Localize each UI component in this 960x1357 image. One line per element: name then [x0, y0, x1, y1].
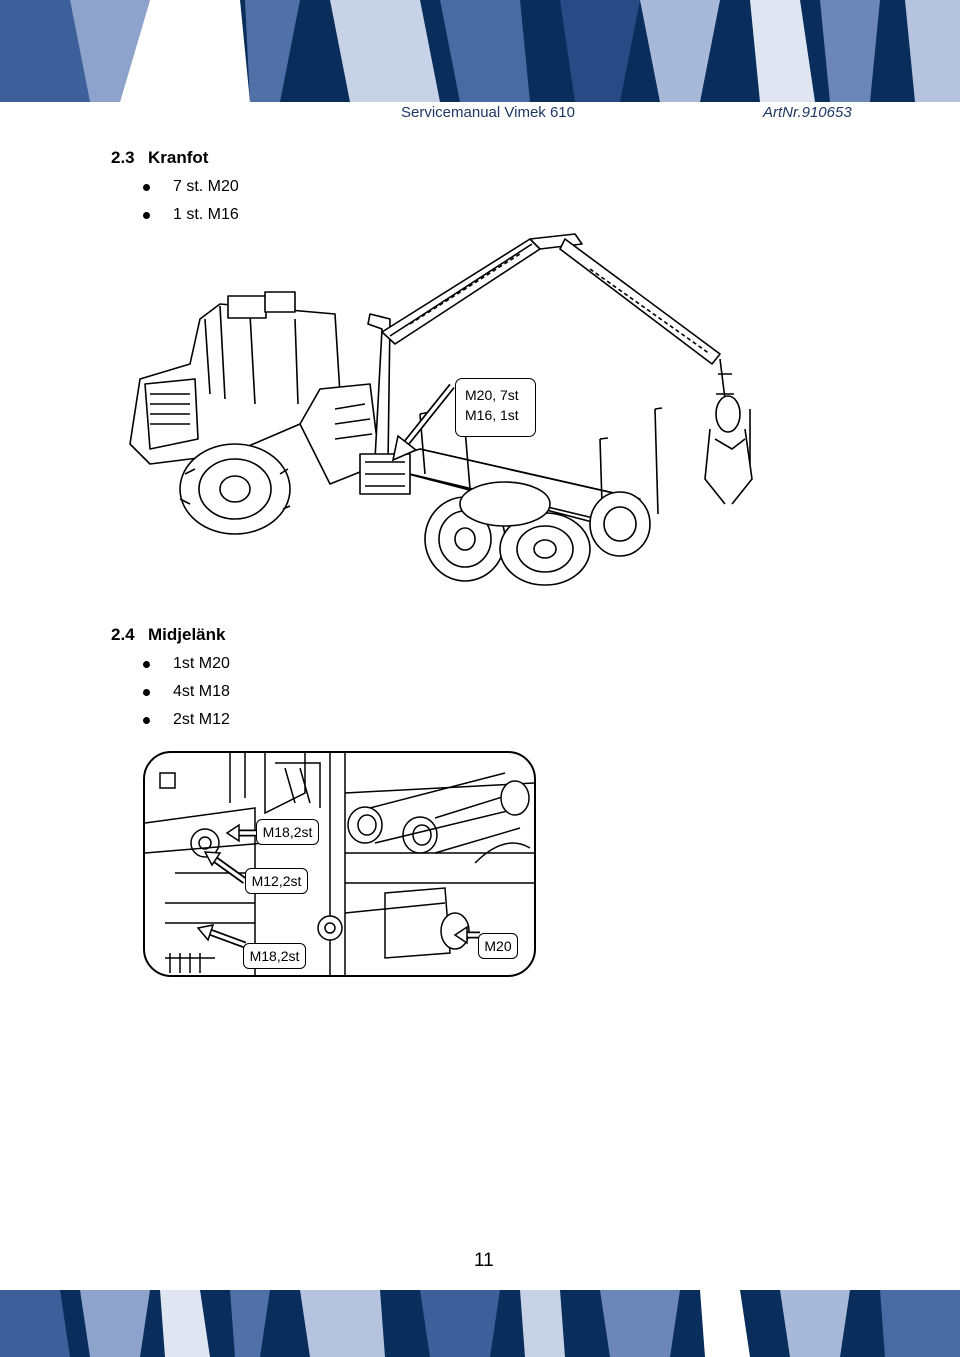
label-m18-upper: M18,2st	[256, 819, 319, 845]
bottom-banner	[0, 1290, 960, 1357]
callout-arrow	[390, 384, 460, 464]
callout-line: M20, 7st	[465, 387, 519, 403]
section-title: Midjelänk	[148, 625, 226, 644]
list-item: 4st M18	[141, 678, 230, 706]
header-title: Servicemanual Vimek 610	[401, 104, 575, 121]
callout-kranfot-bolts	[455, 378, 536, 437]
list-item: 1st M20	[141, 650, 230, 678]
section-heading-kranfot	[111, 148, 208, 168]
top-banner	[0, 0, 960, 102]
midjelank-bullet-list	[141, 650, 230, 734]
articulation-joint-detail	[143, 751, 536, 977]
kranfot-bullet-list	[141, 173, 239, 229]
section-number: 2.4	[111, 625, 135, 644]
section-heading-midjelank	[111, 625, 225, 645]
page-number: 11	[474, 1250, 494, 1271]
section-number: 2.3	[111, 148, 135, 167]
label-m12: M12,2st	[245, 868, 308, 894]
label-m18-lower: M18,2st	[243, 943, 306, 969]
callout-line: M16, 1st	[465, 407, 519, 423]
list-item: 2st M12	[141, 706, 230, 734]
header-article-number: ArtNr.910653	[763, 104, 852, 121]
label-m20: M20	[478, 933, 518, 959]
list-item: 1 st. M16	[141, 201, 239, 229]
list-item: 7 st. M20	[141, 173, 239, 201]
section-title: Kranfot	[148, 148, 209, 167]
